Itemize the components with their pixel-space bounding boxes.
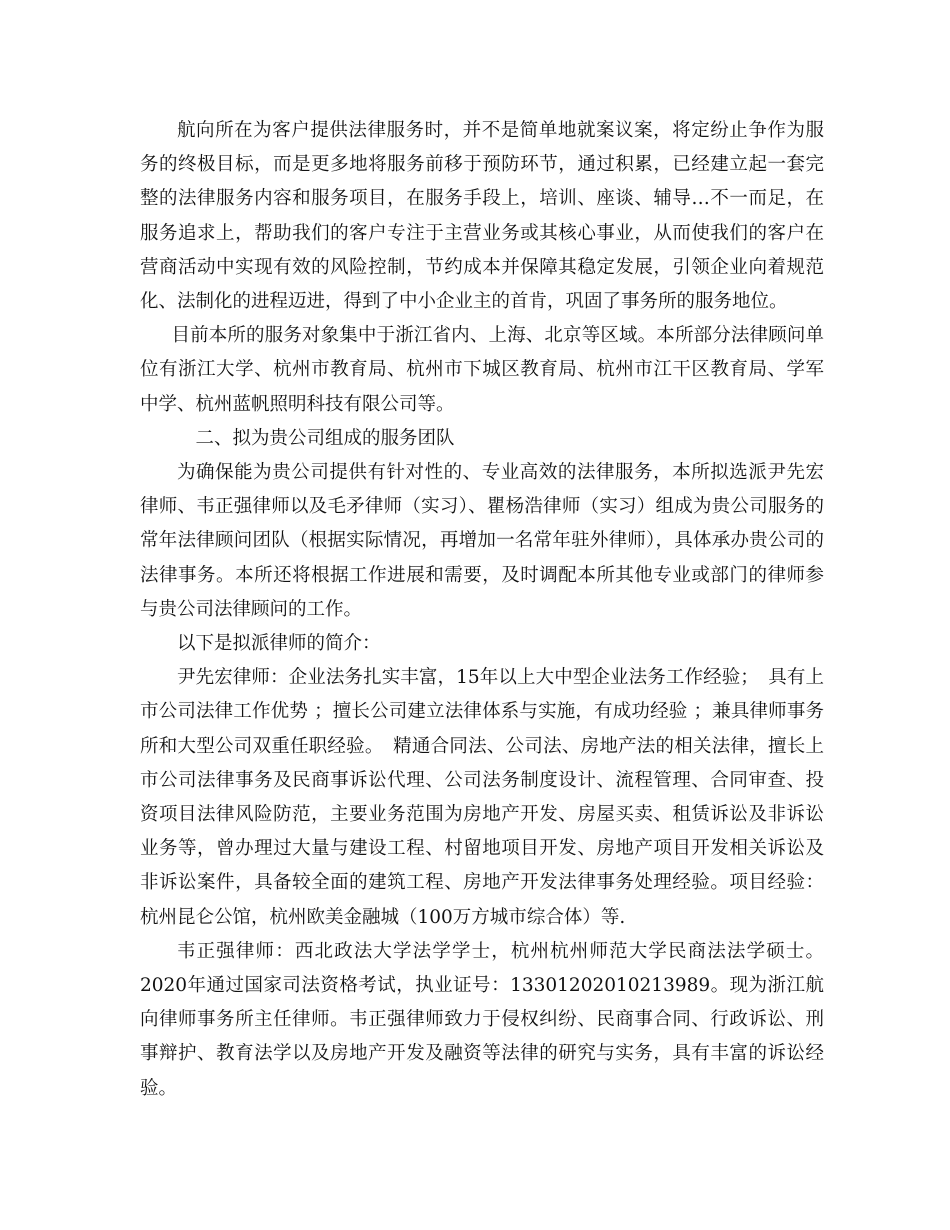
section-heading-service-team: 二、拟为贵公司组成的服务团队 (195, 427, 455, 449)
paragraph-lawyer-yin: 尹先宏律师：企业法务扎实丰富，15年以上大中型企业法务工作经验； 具有上市公司法律工作优势 ；擅长公司建立法律体系与实施，有成功经验 ；兼具律师事务所和大型公司双重任职经验。 精通合同法、公司法、房地产法的相关法律，擅长上市公司法律事务及民商事诉讼代理、公司法务制度设计、流程管理、合同审查、投资项目法律风险防范，主要业务范围为房地产开发、房屋买卖、租赁诉讼及非诉讼业务等，曾办理过大量与建设工程、村留地项目开发、房地产项目开发相关诉讼及非诉讼案件，具备较全面的建筑工程、房地产开发法律事务处理经验。项目经验：杭州昆仑公馆，杭州欧美金融城（100万方城市综合体）等. (140, 667, 824, 928)
paragraph-service-philosophy: 航向所在为客户提供法律服务时，并不是简单地就案议案，将定纷止争作为服务的终极目标，而是更多地将服务前移于预防环节，通过积累，已经建立起一套完整的法律服务内容和服务项目，在服务手段上，培训、座谈、辅导…不一而足，在服务追求上，帮助我们的客户专注于主营业务或其核心事业，从而使我们的客户在营商活动中实现有效的风险控制，节约成本并保障其稳定发展，引领企业向着规范化、法制化的进程迈进，得到了中小企业主的首肯，巩固了事务所的服务地位。 (140, 120, 824, 313)
paragraph-clients: 目前本所的服务对象集中于浙江省内、上海、北京等区域。本所部分法律顾问单位有浙江大学、杭州市教育局、杭州市下城区教育局、杭州市江干区教育局、学军中学、杭州蓝帆照明科技有限公司等。 (140, 325, 824, 415)
document-body (140, 114, 824, 1106)
paragraph-lawyer-intro-lead: 以下是拟派律师的简介： (177, 633, 381, 655)
paragraph-team-composition: 为确保能为贵公司提供有针对性的、专业高效的法律服务，本所拟选派尹先宏律师、韦正强律师以及毛矛律师（实习）、瞿杨浩律师（实习）组成为贵公司服务的常年法律顾问团队（根据实际情况，再增加一名常年驻外律师），具体承办贵公司的法律事务。本所还将根据工作进展和需要，及时调配本所其他专业或部门的律师参与贵公司法律顾问的工作。 (140, 462, 824, 620)
paragraph-lawyer-wei: 韦正强律师：西北政法大学法学学士，杭州杭州师范大学民商法法学硕士。2020年通过国家司法资格考试，执业证号：13301202010213989。现为浙江航向律师事务所主任律师。韦正强律师致力于侵权纠纷、民商事合同、行政诉讼、刑事辩护、教育法学以及房地产开发及融资等法律的研究与实务，具有丰富的诉讼经验。 (140, 940, 824, 1099)
